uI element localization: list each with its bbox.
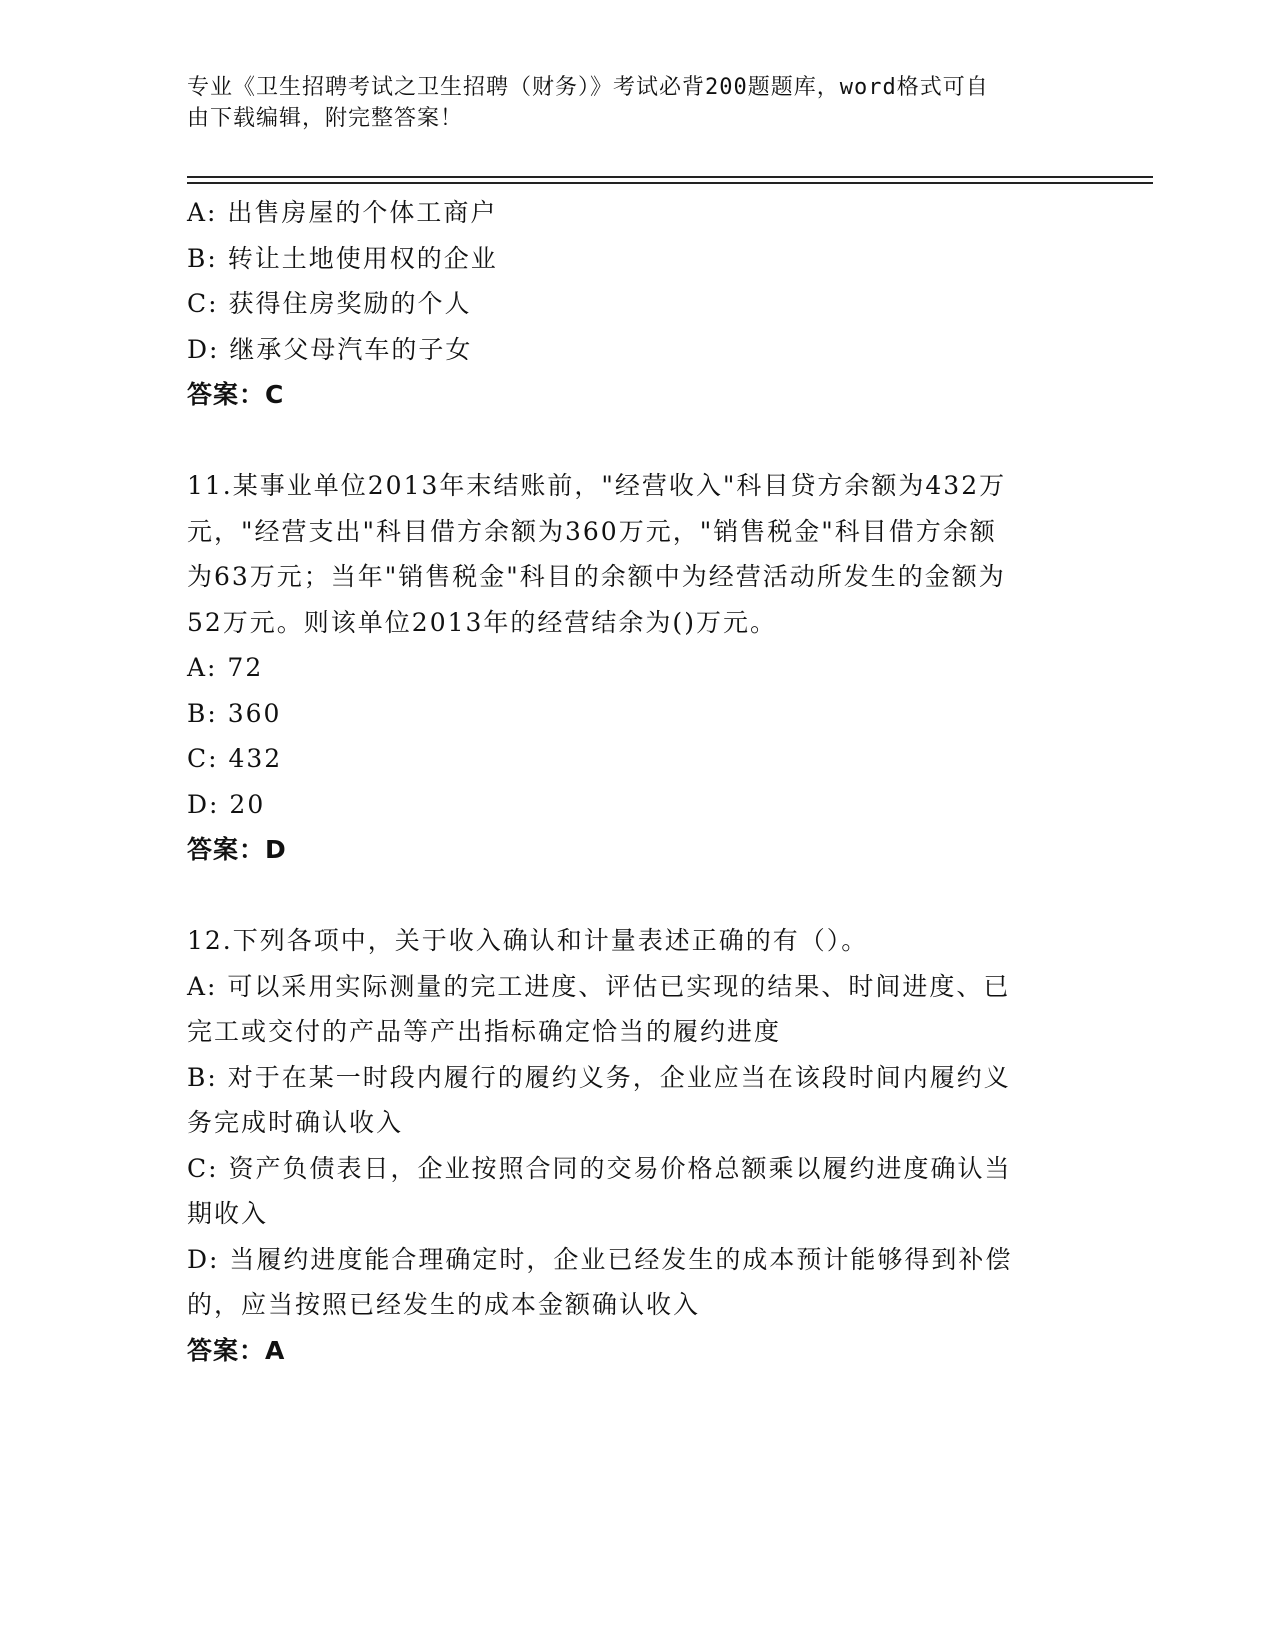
spacer bbox=[187, 418, 1067, 464]
option-a: A: 可以采用实际测量的完工进度、评估已实现的结果、时间进度、已 bbox=[187, 971, 1011, 1001]
question-12 bbox=[187, 918, 1067, 1373]
question-11 bbox=[187, 463, 1067, 873]
option-b: B: 转让土地使用权的企业 bbox=[187, 243, 498, 273]
spacer bbox=[187, 873, 1067, 919]
option-c: C: 432 bbox=[187, 744, 283, 773]
question-stem-line: 12.下列各项中，关于收入确认和计量表述正确的有（）。 bbox=[187, 926, 869, 955]
option-d: D: 当履约进度能合理确定时，企业已经发生的成本预计能够得到补偿 bbox=[187, 1244, 1013, 1274]
option-a: A: 72 bbox=[187, 653, 264, 682]
option-c-continued: 期收入 bbox=[187, 1199, 269, 1228]
document-header bbox=[187, 72, 1067, 134]
answer-line: 答案：C bbox=[187, 380, 285, 409]
option-d-continued: 的，应当按照已经发生的成本金额确认收入 bbox=[187, 1290, 701, 1319]
option-b: B: 对于在某一时段内履行的履约义务，企业应当在该段时间内履约义 bbox=[187, 1062, 1011, 1092]
answer-line: 答案：A bbox=[187, 1335, 286, 1365]
option-c: C: 获得住房奖励的个人 bbox=[187, 289, 472, 318]
answer-line: 答案：D bbox=[187, 835, 287, 864]
question-content bbox=[187, 190, 1067, 1373]
option-b: B: 360 bbox=[187, 698, 282, 728]
option-b-continued: 务完成时确认收入 bbox=[187, 1108, 404, 1137]
header-divider-bottom bbox=[187, 182, 1153, 184]
question-stem-line: 元，"经营支出"科目借方余额为360万元，"销售税金"科目借方余额 bbox=[187, 516, 997, 546]
option-a: A: 出售房屋的个体工商户 bbox=[187, 198, 498, 227]
header-divider-top bbox=[187, 176, 1153, 178]
question-stem-line: 52万元。则该单位2013年的经营结余为()万元。 bbox=[187, 607, 777, 637]
question-stem-line: 为63万元；当年"销售税金"科目的余额中为经营活动所发生的金额为 bbox=[187, 562, 1006, 591]
question-stem-line: 11.某事业单位2013年末结账前，"经营收入"科目贷方余额为432万 bbox=[187, 471, 1007, 500]
header-line-2: 由下载编辑，附完整答案！ bbox=[187, 106, 464, 131]
question-10-continued bbox=[187, 190, 1067, 418]
option-d: D: 20 bbox=[187, 789, 266, 819]
option-c: C: 资产负债表日，企业按照合同的交易价格总额乘以履约进度确认当 bbox=[187, 1153, 1012, 1183]
option-d: D: 继承父母汽车的子女 bbox=[187, 334, 473, 364]
header-line-1: 专业《卫生招聘考试之卫生招聘（财务）》考试必背200题题库，word格式可自 bbox=[187, 75, 989, 100]
option-a-continued: 完工或交付的产品等产出指标确定恰当的履约进度 bbox=[187, 1017, 782, 1046]
